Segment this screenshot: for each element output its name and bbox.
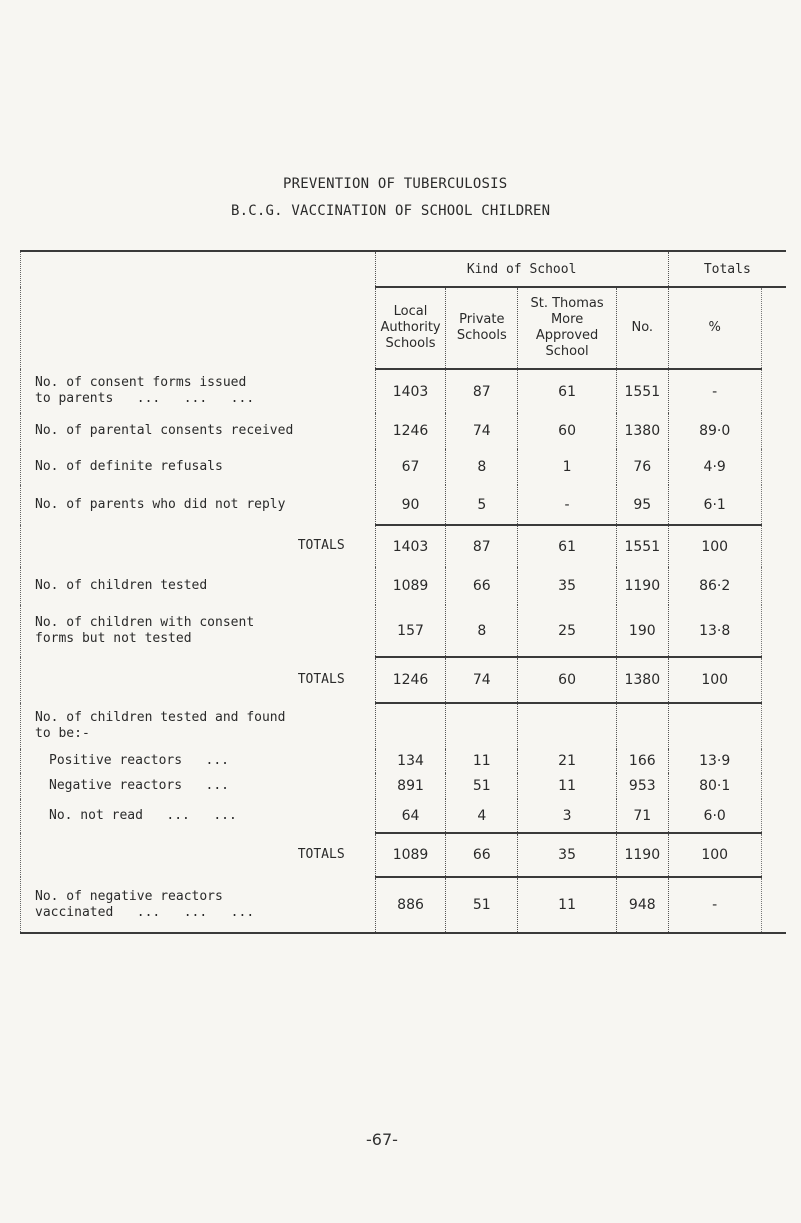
no-header: No. [616,287,668,369]
cell-no: 166 [616,749,668,773]
cell-st: 60 [518,657,617,703]
cell-la: 134 [375,749,446,773]
cell-pr: 4 [446,799,518,833]
cell-st [518,703,617,749]
row-label: No. of children tested and found to be:- [21,703,376,749]
cell-pr: 74 [446,413,518,449]
table-row [21,413,787,449]
table-row [21,605,787,657]
cell-la [375,703,446,749]
totals-label: TOTALS [21,657,376,703]
table-row [21,657,787,703]
cell-st: - [518,485,617,525]
cell-no: 1380 [616,413,668,449]
table-row [21,749,787,773]
row-label: No. of consent forms issued to parents ... ... ... [21,369,376,413]
cell-pc: 80·1 [668,773,761,799]
cell-la: 157 [375,605,446,657]
cell-pc: - [668,877,761,933]
cell-la: 1246 [375,413,446,449]
cell-la: 886 [375,877,446,933]
table-body [21,369,787,933]
cell-pr [446,703,518,749]
cell-pr: 8 [446,605,518,657]
cell-st: 1 [518,449,617,485]
cell-pr: 66 [446,833,518,877]
row-label: No. of parents who did not reply [21,485,376,525]
cell-pr: 66 [446,567,518,605]
local-authority-header: Local Authority Schools [375,287,446,369]
cell-no: 953 [616,773,668,799]
cell-st: 11 [518,773,617,799]
cell-no: 1190 [616,567,668,605]
row-label: No. of definite refusals [21,449,376,485]
row-label: No. of children tested [21,567,376,605]
cell-st: 61 [518,525,617,567]
cell-pc [668,703,761,749]
st-thomas-header: St. Thomas More Approved School [518,287,617,369]
cell-st: 3 [518,799,617,833]
totals-label: TOTALS [21,833,376,877]
cell-pc: 100 [668,657,761,703]
cell-no: 1380 [616,657,668,703]
cell-pc: 89·0 [668,413,761,449]
cell-pc: 86·2 [668,567,761,605]
page-subtitle: B.C.G. VACCINATION OF SCHOOL CHILDREN [231,203,551,219]
cell-pc: - [668,369,761,413]
cell-no: 1190 [616,833,668,877]
cell-pr: 11 [446,749,518,773]
cell-st: 35 [518,833,617,877]
cell-pr: 51 [446,877,518,933]
cell-pr: 51 [446,773,518,799]
cell-no [616,703,668,749]
cell-no: 95 [616,485,668,525]
cell-la: 64 [375,799,446,833]
row-label: Negative reactors ... [21,773,376,799]
table-row [21,877,787,933]
table-row [21,525,787,567]
cell-st: 61 [518,369,617,413]
cell-la: 1089 [375,833,446,877]
cell-no: 1551 [616,525,668,567]
cell-la: 67 [375,449,446,485]
table-row [21,485,787,525]
row-label: No. of negative reactors vaccinated ... ... ... [21,877,376,933]
page-number: -67- [366,1130,398,1149]
private-header: Private Schools [446,287,518,369]
cell-st: 35 [518,567,617,605]
cell-st: 25 [518,605,617,657]
cell-la: 891 [375,773,446,799]
cell-no: 1551 [616,369,668,413]
vaccination-table [20,250,786,934]
cell-st: 11 [518,877,617,933]
cell-pc: 13·8 [668,605,761,657]
cell-pc: 6·0 [668,799,761,833]
table-row [21,449,787,485]
cell-la: 1246 [375,657,446,703]
cell-la: 1403 [375,369,446,413]
table-row [21,833,787,877]
cell-pc: 6·1 [668,485,761,525]
cell-la: 1089 [375,567,446,605]
table-row [21,799,787,833]
cell-no: 948 [616,877,668,933]
cell-pr: 8 [446,449,518,485]
cell-pc: 100 [668,525,761,567]
table-row [21,567,787,605]
table-row [21,369,787,413]
percent-header: % [668,287,761,369]
row-label: No. of parental consents received [21,413,376,449]
cell-st: 60 [518,413,617,449]
kind-of-school-header: Kind of School [375,251,668,287]
cell-pr: 87 [446,525,518,567]
row-label: No. of children with consent forms but not tested [21,605,376,657]
cell-pr: 87 [446,369,518,413]
totals-header: Totals [668,251,786,287]
totals-label: TOTALS [21,525,376,567]
cell-la: 90 [375,485,446,525]
cell-st: 21 [518,749,617,773]
row-label: Positive reactors ... [21,749,376,773]
cell-pr: 74 [446,657,518,703]
page-title: PREVENTION OF TUBERCULOSIS [283,176,508,192]
cell-la: 1403 [375,525,446,567]
cell-pc: 4·9 [668,449,761,485]
cell-no: 71 [616,799,668,833]
cell-pr: 5 [446,485,518,525]
cell-no: 76 [616,449,668,485]
cell-no: 190 [616,605,668,657]
cell-pc: 13·9 [668,749,761,773]
table-row [21,703,787,749]
table-row [21,773,787,799]
row-label: No. not read ... ... [21,799,376,833]
cell-pc: 100 [668,833,761,877]
label-header-cell [21,251,376,369]
